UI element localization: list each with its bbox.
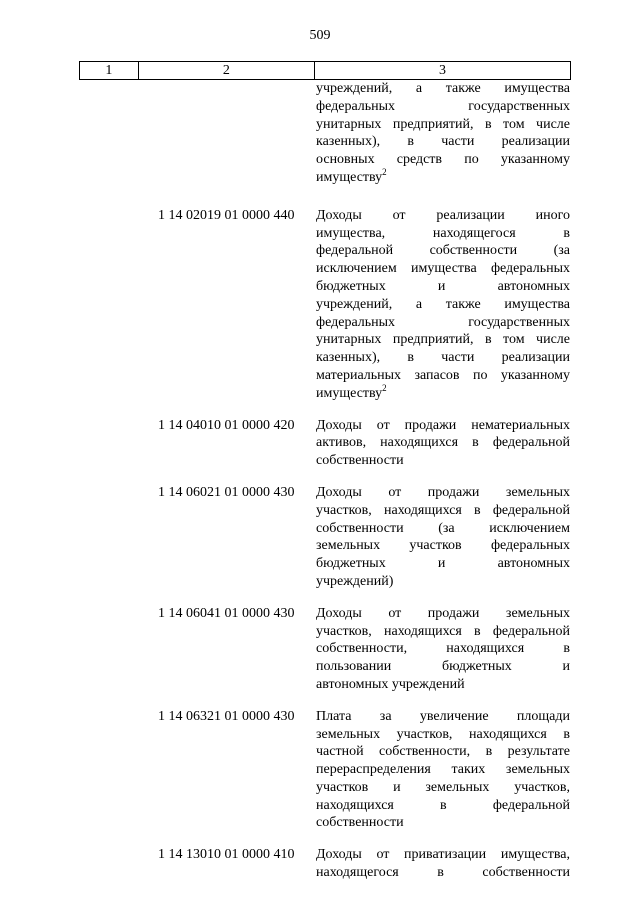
description-line [316, 814, 570, 832]
description-text: учреждений) [316, 573, 394, 589]
description-line [316, 676, 570, 694]
description-text: бюджетных и автономных [316, 278, 570, 294]
description-text: основных средств по указанному [316, 152, 570, 168]
description-text: находящегося в собственности [316, 865, 570, 881]
budget-code: 1 14 06041 01 0000 430 [158, 605, 295, 621]
description-line [316, 260, 570, 278]
description-text: федеральных государственных [316, 314, 570, 330]
description-line [316, 484, 570, 502]
description-line [316, 502, 570, 520]
description-text: собственности [316, 453, 404, 469]
description-line [316, 80, 570, 98]
table-row [0, 846, 640, 882]
table-row [0, 207, 640, 403]
description-text: унитарных предприятий, в том числе [316, 116, 570, 132]
description-text: участков, находящихся в федеральной [316, 502, 570, 518]
table-row [0, 484, 640, 591]
description-line [316, 225, 570, 243]
description-line [316, 708, 570, 726]
revenue-description [316, 207, 570, 403]
description-line [316, 382, 570, 403]
description-text: участков и земельных участков, [316, 779, 570, 795]
description-line [316, 605, 570, 623]
description-text: частной собственности, в результате [316, 744, 570, 760]
description-text: пользовании бюджетных и [316, 659, 570, 675]
description-line [316, 761, 570, 779]
description-text: Доходы от продажи нематериальных [316, 417, 570, 433]
revenue-description [316, 605, 570, 694]
description-text: казенных), в части реализации [316, 134, 570, 150]
table-row [0, 417, 640, 470]
description-line [316, 434, 570, 452]
description-line [316, 726, 570, 744]
footnote-marker: 2 [382, 382, 387, 393]
description-text: имуществу [316, 169, 383, 185]
description-line [316, 242, 570, 260]
description-line [316, 658, 570, 676]
description-text: собственности, находящихся в [316, 641, 570, 657]
description-line [316, 864, 570, 882]
description-text: федеральных государственных [316, 98, 570, 114]
description-line [316, 166, 570, 187]
description-text: исключением имущества федеральных [316, 261, 570, 277]
column-header-1: 1 [80, 62, 139, 80]
revenue-description [316, 846, 570, 882]
description-text: перераспределения таких земельных [316, 762, 570, 778]
description-text: имуществу [316, 385, 383, 401]
description-line [316, 623, 570, 641]
budget-code: 1 14 06021 01 0000 430 [158, 484, 295, 500]
budget-code: 1 14 06321 01 0000 430 [158, 708, 295, 724]
description-text: автономных учреждений [316, 676, 465, 692]
description-line [316, 278, 570, 296]
description-text: находящихся в федеральной [316, 797, 570, 813]
description-text: активов, находящихся в федеральной [316, 435, 570, 451]
description-line [316, 349, 570, 367]
description-text: унитарных предприятий, в том числе [316, 332, 570, 348]
description-text: земельных участков федеральных [316, 538, 570, 554]
description-line [316, 151, 570, 169]
revenue-description [316, 80, 570, 187]
description-text: казенных), в части реализации [316, 350, 570, 366]
table-body [0, 80, 640, 896]
table-row [0, 708, 640, 833]
description-text: федеральной собственности (за [316, 243, 570, 259]
description-line [316, 537, 570, 555]
page-number: 509 [309, 28, 331, 43]
description-line [316, 573, 570, 591]
description-text: земельных участков, находящихся в [316, 726, 570, 742]
budget-code: 1 14 13010 01 0000 410 [158, 847, 295, 863]
description-line [316, 116, 570, 134]
description-line [316, 331, 570, 349]
description-text: материальных запасов по указанному [316, 367, 570, 383]
description-text: Плата за увеличение площади [316, 708, 570, 724]
description-text: учреждений, а также имущества [316, 296, 570, 312]
description-text: бюджетных и автономных [316, 556, 570, 572]
footnote-marker: 2 [382, 166, 387, 177]
description-line [316, 417, 570, 435]
table-header [79, 61, 571, 80]
description-line [316, 98, 570, 116]
description-line [316, 520, 570, 538]
description-line [316, 779, 570, 797]
description-line [316, 296, 570, 314]
description-line [316, 797, 570, 815]
description-line [316, 555, 570, 573]
description-text: собственности [316, 815, 404, 831]
description-text: имущества, находящегося в [316, 225, 570, 241]
description-text: участков, находящихся в федеральной [316, 623, 570, 639]
description-text: Доходы от приватизации имущества, [316, 847, 570, 863]
revenue-description [316, 484, 570, 591]
table-row [0, 605, 640, 694]
column-header-2: 2 [138, 62, 314, 80]
description-text: Доходы от продажи земельных [316, 605, 570, 621]
description-text: Доходы от продажи земельных [316, 484, 570, 500]
budget-code: 1 14 02019 01 0000 440 [158, 207, 295, 223]
budget-code: 1 14 04010 01 0000 420 [158, 417, 295, 433]
description-line [316, 452, 570, 470]
description-line [316, 314, 570, 332]
description-text: Доходы от реализации иного [316, 207, 570, 223]
description-line [316, 743, 570, 761]
description-line [316, 367, 570, 385]
description-line [316, 133, 570, 151]
table-row [0, 80, 640, 187]
description-line [316, 846, 570, 864]
revenue-description [316, 417, 570, 470]
revenue-description [316, 708, 570, 833]
column-header-3: 3 [315, 62, 571, 80]
description-line [316, 207, 570, 225]
table-header-row [80, 62, 571, 80]
description-line [316, 640, 570, 658]
description-text: учреждений, а также имущества [316, 81, 570, 96]
description-text: собственности (за исключением [316, 520, 570, 536]
